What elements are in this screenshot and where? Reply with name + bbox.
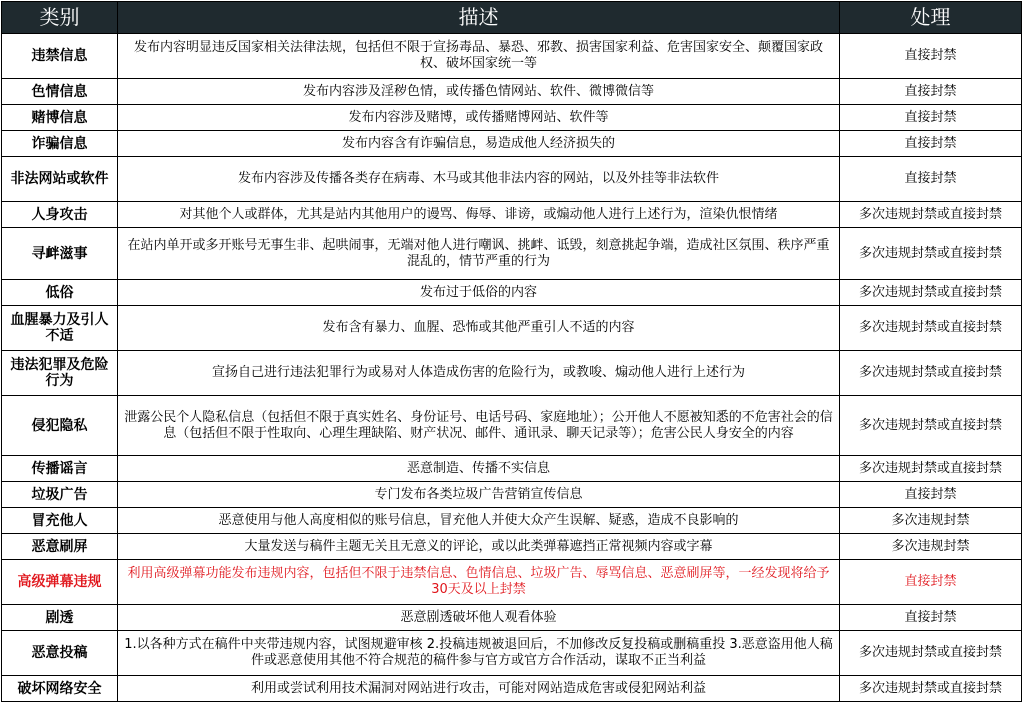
category-cell: 恶意刷屏 <box>2 534 118 560</box>
category-cell: 冒充他人 <box>2 508 118 534</box>
action-cell: 直接封禁 <box>840 157 1022 202</box>
description-cell: 发布含有暴力、血腥、恐怖或其他严重引人不适的内容 <box>118 306 840 351</box>
category-cell: 人身攻击 <box>2 202 118 228</box>
action-cell: 多次违规封禁 <box>840 508 1022 534</box>
description-cell: 发布内容涉及传播各类存在病毒、木马或其他非法内容的网站，以及外挂等非法软件 <box>118 157 840 202</box>
action-cell: 直接封禁 <box>840 605 1022 631</box>
table-row <box>2 105 1022 131</box>
table-row <box>2 79 1022 105</box>
table-row <box>2 202 1022 228</box>
action-cell: 直接封禁 <box>840 79 1022 105</box>
description-cell: 宣扬自己进行违法犯罪行为或易对人体造成伤害的危险行为，或教唆、煽动他人进行上述行为 <box>118 351 840 396</box>
table-row <box>2 676 1022 702</box>
table-row <box>2 534 1022 560</box>
description-cell: 恶意剧透破坏他人观看体验 <box>118 605 840 631</box>
category-cell: 恶意投稿 <box>2 631 118 676</box>
action-cell: 直接封禁 <box>840 105 1022 131</box>
table-row <box>2 631 1022 676</box>
description-cell: 恶意使用与他人高度相似的账号信息，冒充他人并使大众产生误解、疑惑，造成不良影响的 <box>118 508 840 534</box>
description-cell: 1.以各种方式在稿件中夹带违规内容，试图规避审核 2.投稿违规被退回后，不加修改反复投稿或删稿重投 3.恶意盗用他人稿件或恶意使用其他不符合规范的稿件参与官方或官方合作活动，谋取不正当利益 <box>118 631 840 676</box>
action-cell: 多次违规封禁 <box>840 534 1022 560</box>
table-row <box>2 456 1022 482</box>
table-row <box>2 605 1022 631</box>
table-row <box>2 508 1022 534</box>
category-cell: 传播谣言 <box>2 456 118 482</box>
action-cell: 多次违规封禁或直接封禁 <box>840 396 1022 456</box>
table-row <box>2 34 1022 79</box>
action-cell: 多次违规封禁或直接封禁 <box>840 351 1022 396</box>
category-cell: 侵犯隐私 <box>2 396 118 456</box>
table-row <box>2 157 1022 202</box>
action-cell: 多次违规封禁或直接封禁 <box>840 456 1022 482</box>
table-row <box>2 351 1022 396</box>
description-cell: 利用高级弹幕功能发布违规内容，包括但不限于违禁信息、色情信息、垃圾广告、辱骂信息、恶意刷屏等，一经发现将给予30天及以上封禁 <box>118 560 840 605</box>
table-row <box>2 560 1022 605</box>
description-cell: 恶意制造、传播不实信息 <box>118 456 840 482</box>
description-cell: 发布内容涉及赌博，或传播赌博网站、软件等 <box>118 105 840 131</box>
description-cell: 发布内容明显违反国家相关法律法规，包括但不限于宣扬毒品、暴恐、邪教、损害国家利益、危害国家安全、颠覆国家政权、破坏国家统一等 <box>118 34 840 79</box>
category-cell: 违禁信息 <box>2 34 118 79</box>
table-row <box>2 131 1022 157</box>
table-row <box>2 228 1022 280</box>
table-row <box>2 306 1022 351</box>
description-cell: 利用或尝试利用技术漏洞对网站进行攻击，可能对网站造成危害或侵犯网站利益 <box>118 676 840 702</box>
category-cell: 违法犯罪及危险行为 <box>2 351 118 396</box>
category-cell: 剧透 <box>2 605 118 631</box>
category-cell: 色情信息 <box>2 79 118 105</box>
description-cell: 大量发送与稿件主题无关且无意义的评论，或以此类弹幕遮挡正常视频内容或字幕 <box>118 534 840 560</box>
category-cell: 寻衅滋事 <box>2 228 118 280</box>
action-cell: 多次违规封禁或直接封禁 <box>840 306 1022 351</box>
table-row <box>2 280 1022 306</box>
category-cell: 赌博信息 <box>2 105 118 131</box>
action-cell: 直接封禁 <box>840 34 1022 79</box>
action-cell: 多次违规封禁或直接封禁 <box>840 202 1022 228</box>
action-cell: 多次违规封禁或直接封禁 <box>840 631 1022 676</box>
description-cell: 在站内单开或多开账号无事生非、起哄闹事，无端对他人进行嘲讽、挑衅、诋毁，刻意挑起争端，造成社区氛围、秩序严重混乱的，情节严重的行为 <box>118 228 840 280</box>
description-cell: 对其他个人或群体，尤其是站内其他用户的谩骂、侮辱、诽谤，或煽动他人进行上述行为，渲染仇恨情绪 <box>118 202 840 228</box>
category-cell: 破坏网络安全 <box>2 676 118 702</box>
category-cell: 非法网站或软件 <box>2 157 118 202</box>
header-category: 类别 <box>2 2 118 34</box>
description-cell: 发布内容含有诈骗信息，易造成他人经济损失的 <box>118 131 840 157</box>
action-cell: 直接封禁 <box>840 482 1022 508</box>
action-cell: 多次违规封禁或直接封禁 <box>840 228 1022 280</box>
action-cell: 直接封禁 <box>840 131 1022 157</box>
description-cell: 专门发布各类垃圾广告营销宣传信息 <box>118 482 840 508</box>
table-row <box>2 396 1022 456</box>
category-cell: 低俗 <box>2 280 118 306</box>
category-cell: 诈骗信息 <box>2 131 118 157</box>
category-cell: 高级弹幕违规 <box>2 560 118 605</box>
table-row <box>2 482 1022 508</box>
category-cell: 垃圾广告 <box>2 482 118 508</box>
header-row <box>2 2 1022 34</box>
action-cell: 直接封禁 <box>840 560 1022 605</box>
action-cell: 多次违规封禁或直接封禁 <box>840 280 1022 306</box>
description-cell: 发布过于低俗的内容 <box>118 280 840 306</box>
description-cell: 发布内容涉及淫秽色情，或传播色情网站、软件、微博微信等 <box>118 79 840 105</box>
rules-table <box>1 1 1022 702</box>
header-action: 处理 <box>840 2 1022 34</box>
category-cell: 血腥暴力及引人不适 <box>2 306 118 351</box>
action-cell: 多次违规封禁或直接封禁 <box>840 676 1022 702</box>
header-description: 描述 <box>118 2 840 34</box>
description-cell: 泄露公民个人隐私信息（包括但不限于真实姓名、身份证号、电话号码、家庭地址）；公开他人不愿被知悉的不危害社会的信息（包括但不限于性取向、心理生理缺陷、财产状况、邮件、通讯录、聊天记录等）；危害公民人身安全的内容 <box>118 396 840 456</box>
